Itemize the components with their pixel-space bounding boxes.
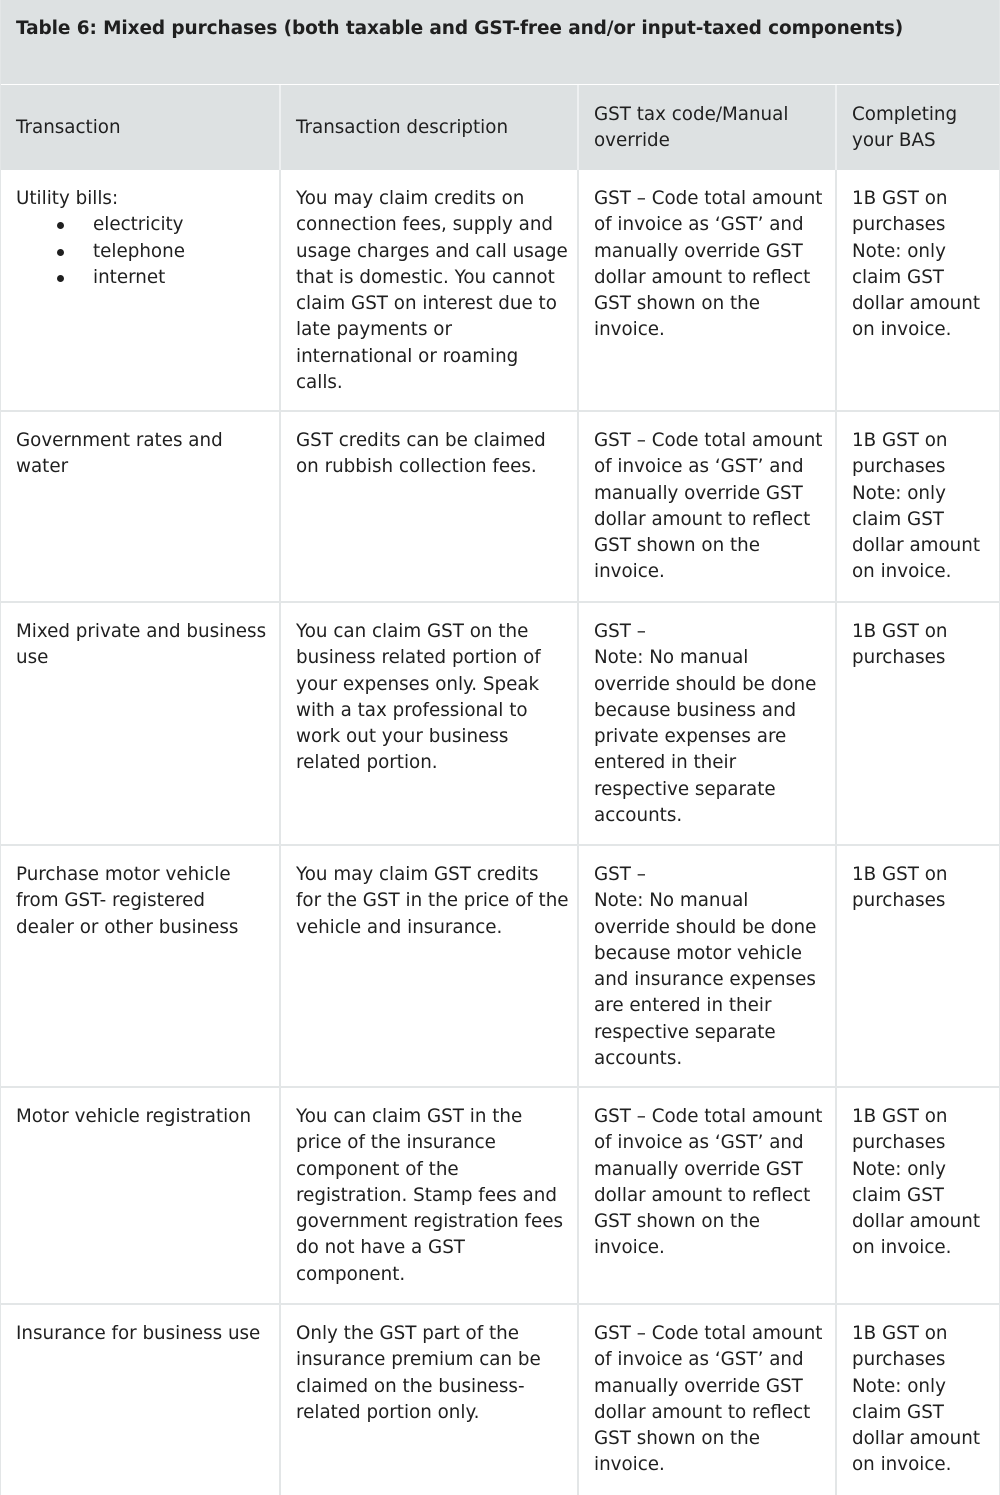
cell-text-line: manually override GST bbox=[594, 482, 803, 504]
cell-text-line: are entered in their bbox=[594, 995, 772, 1017]
cell-text-line: dollar amount bbox=[852, 535, 981, 557]
cell-text-line: claim GST bbox=[852, 508, 944, 530]
cell-text-line: accounts. bbox=[594, 1048, 683, 1070]
bullet-text: internet bbox=[93, 266, 166, 288]
cell-text-line: purchases bbox=[852, 647, 946, 669]
cell-text-line: insurance premium can be bbox=[296, 1349, 541, 1371]
cell-transaction bbox=[0, 846, 279, 1086]
cell-text-line: use bbox=[16, 647, 49, 669]
cell-text-line: respective separate bbox=[594, 1021, 776, 1043]
cell-text-line: claim GST bbox=[852, 1401, 944, 1423]
cell-completing-bas bbox=[835, 1305, 1000, 1495]
cell-description bbox=[279, 1305, 577, 1495]
cell-text-line: registration. Stamp fees and bbox=[296, 1184, 557, 1206]
cell-text-line: private expenses are bbox=[594, 726, 787, 748]
cell-text-line: GST shown on the bbox=[594, 293, 760, 315]
cell-text-line: that is domestic. You cannot bbox=[296, 266, 555, 288]
header-tax-code: GST tax code/Manual override bbox=[577, 85, 835, 170]
cell-tax-code bbox=[577, 1305, 835, 1495]
list-item bbox=[16, 239, 265, 265]
cell-text-line: from GST- registered bbox=[16, 890, 205, 912]
cell-text-line: purchases bbox=[852, 456, 946, 478]
table-row bbox=[0, 846, 1000, 1088]
cell-text-line: government registration fees bbox=[296, 1211, 563, 1233]
cell-text-line: calls. bbox=[296, 372, 343, 394]
table-row bbox=[0, 412, 1000, 603]
header-completing-bas: Completing your BAS bbox=[835, 85, 1000, 170]
cell-text-line: Insurance for business use bbox=[16, 1323, 261, 1344]
cell-text-line: 1B GST on bbox=[852, 188, 948, 209]
bullet-icon bbox=[57, 249, 64, 256]
cell-tax-code bbox=[577, 412, 835, 601]
table-header-row bbox=[0, 85, 1000, 170]
cell-text-line: of invoice as ‘GST’ and bbox=[594, 1349, 804, 1371]
cell-text-line: price of the insurance bbox=[296, 1132, 496, 1154]
cell-text-line: dollar amount to reflect bbox=[594, 1184, 811, 1206]
cell-text-line: claimed on the business- bbox=[296, 1375, 525, 1397]
cell-text-line: claim GST on interest due to bbox=[296, 293, 557, 315]
cell-text-line: 1B GST on bbox=[852, 1323, 948, 1344]
cell-description bbox=[279, 170, 577, 410]
cell-text-line: Only the GST part of the bbox=[296, 1323, 519, 1344]
cell-text-line: You can claim GST on the bbox=[296, 621, 529, 642]
cell-text-line: 1B GST on bbox=[852, 864, 948, 885]
cell-text-line: manually override GST bbox=[594, 1375, 803, 1397]
cell-text-line: dollar amount to reflect bbox=[594, 1401, 811, 1423]
cell-text-line: GST shown on the bbox=[594, 535, 760, 557]
cell-text-line: usage charges and call usage bbox=[296, 240, 568, 262]
cell-description bbox=[279, 412, 577, 601]
cell-text-line: invoice. bbox=[594, 1454, 665, 1476]
cell-text-line: on invoice. bbox=[852, 561, 952, 583]
cell-text-line: your expenses only. Speak bbox=[296, 673, 540, 695]
cell-text-line: international or roaming bbox=[296, 345, 519, 367]
cell-text-line: 1B GST on bbox=[852, 430, 948, 451]
cell-text-line: You may claim credits on bbox=[296, 188, 525, 209]
cell-text-line: GST credits can be claimed bbox=[296, 430, 546, 451]
cell-text-line: Note: only bbox=[852, 240, 946, 262]
list-item bbox=[16, 212, 265, 238]
cell-transaction bbox=[0, 170, 279, 410]
cell-text-line: dollar amount to reflect bbox=[594, 266, 811, 288]
cell-text-line: override should be done bbox=[594, 673, 817, 695]
table-row bbox=[0, 603, 1000, 846]
cell-text-line: You may claim GST credits bbox=[296, 864, 539, 885]
cell-text-line: Motor vehicle registration bbox=[16, 1106, 252, 1127]
table-title: Table 6: Mixed purchases (both taxable and GST-free and/or input-taxed components) bbox=[16, 18, 904, 39]
cell-text-line: GST – Code total amount bbox=[594, 188, 823, 209]
cell-text-line: purchases bbox=[852, 1349, 946, 1371]
cell-text-line: Purchase motor vehicle bbox=[16, 864, 231, 885]
cell-text-line: dollar amount bbox=[852, 293, 981, 315]
bullet-text: telephone bbox=[93, 240, 185, 262]
bullet-icon bbox=[57, 275, 64, 282]
cell-text-line: purchases bbox=[852, 890, 946, 912]
cell-text-line: claim GST bbox=[852, 266, 944, 288]
cell-text-line: vehicle and insurance. bbox=[296, 916, 503, 938]
cell-text-line: water bbox=[16, 456, 69, 478]
cell-text-line: on invoice. bbox=[852, 1454, 952, 1476]
cell-text-line: related portion. bbox=[296, 752, 438, 774]
cell-text-line: manually override GST bbox=[594, 1158, 803, 1180]
cell-text-line: Note: only bbox=[852, 1158, 946, 1180]
cell-text-line: dollar amount bbox=[852, 1428, 981, 1450]
cell-text-line: invoice. bbox=[594, 319, 665, 341]
table-row bbox=[0, 1088, 1000, 1305]
cell-transaction bbox=[0, 603, 279, 844]
cell-text-line: accounts. bbox=[594, 805, 683, 827]
cell-text-line: because business and bbox=[594, 699, 797, 721]
utility-bullet-list bbox=[16, 212, 265, 291]
cell-text-line: on invoice. bbox=[852, 319, 952, 341]
cell-tax-code bbox=[577, 846, 835, 1086]
header-transaction: Transaction bbox=[16, 117, 121, 138]
cell-text-line: Note: only bbox=[852, 482, 946, 504]
cell-text-line: claim GST bbox=[852, 1184, 944, 1206]
list-item bbox=[16, 265, 265, 291]
cell-tax-code bbox=[577, 170, 835, 410]
cell-text-line: and insurance expenses bbox=[594, 969, 816, 991]
cell-description bbox=[279, 603, 577, 844]
cell-text-line: manually override GST bbox=[594, 240, 803, 262]
table-row bbox=[0, 170, 1000, 412]
cell-text-line: GST – bbox=[594, 864, 646, 885]
cell-text-line: GST shown on the bbox=[594, 1428, 760, 1450]
cell-text-line: entered in their bbox=[594, 752, 737, 774]
bullet-icon bbox=[57, 222, 64, 229]
cell-text-line: do not have a GST bbox=[296, 1237, 465, 1259]
cell-text-line: late payments or bbox=[296, 319, 452, 341]
bullet-text: electricity bbox=[93, 214, 184, 236]
cell-text-line: connection fees, supply and bbox=[296, 214, 554, 236]
cell-text-line: respective separate bbox=[594, 778, 776, 800]
cell-completing-bas bbox=[835, 412, 1000, 601]
cell-text-line: invoice. bbox=[594, 1237, 665, 1259]
cell-transaction bbox=[0, 412, 279, 601]
cell-completing-bas bbox=[835, 170, 1000, 410]
cell-text-line: dealer or other business bbox=[16, 916, 239, 938]
table-title-bar bbox=[0, 0, 1000, 85]
cell-transaction bbox=[0, 1305, 279, 1495]
cell-text-line: GST – Code total amount bbox=[594, 1323, 823, 1344]
cell-text-line: purchases bbox=[852, 1132, 946, 1154]
cell-text-line: of invoice as ‘GST’ and bbox=[594, 214, 804, 236]
cell-text-line: 1B GST on bbox=[852, 1106, 948, 1127]
cell-completing-bas bbox=[835, 603, 1000, 844]
cell-text-line: override should be done bbox=[594, 916, 817, 938]
cell-tax-code bbox=[577, 1088, 835, 1303]
cell-text-line: GST – bbox=[594, 621, 646, 642]
cell-tax-code bbox=[577, 603, 835, 844]
cell-text-line: dollar amount to reflect bbox=[594, 508, 811, 530]
cell-text-line: business related portion of bbox=[296, 647, 541, 669]
cell-text-line: 1B GST on bbox=[852, 621, 948, 642]
cell-text-line: Government rates and bbox=[16, 430, 223, 451]
cell-text-line: Note: No manual bbox=[594, 647, 749, 669]
cell-completing-bas bbox=[835, 1088, 1000, 1303]
cell-text-line: dollar amount bbox=[852, 1211, 981, 1233]
cell-text-line: Note: only bbox=[852, 1375, 946, 1397]
cell-text-line: component of the bbox=[296, 1158, 459, 1180]
header-description: Transaction description bbox=[279, 85, 577, 170]
cell-text-line: of invoice as ‘GST’ and bbox=[594, 1132, 804, 1154]
cell-text-line: on rubbish collection fees. bbox=[296, 456, 537, 478]
cell-text-line: for the GST in the price of the bbox=[296, 890, 569, 912]
cell-text-line: Mixed private and business bbox=[16, 621, 267, 642]
cell-text-line: Utility bills: bbox=[16, 188, 119, 209]
cell-text-line: GST shown on the bbox=[594, 1211, 760, 1233]
cell-completing-bas bbox=[835, 846, 1000, 1086]
cell-text-line: GST – Code total amount bbox=[594, 430, 823, 451]
cell-text-line: GST – Code total amount bbox=[594, 1106, 823, 1127]
cell-text-line: work out your business bbox=[296, 726, 509, 748]
cell-text-line: You can claim GST in the bbox=[296, 1106, 523, 1127]
cell-text-line: of invoice as ‘GST’ and bbox=[594, 456, 804, 478]
cell-transaction bbox=[0, 1088, 279, 1303]
cell-description bbox=[279, 846, 577, 1086]
cell-text-line: component. bbox=[296, 1263, 406, 1285]
cell-description bbox=[279, 1088, 577, 1303]
cell-text-line: related portion only. bbox=[296, 1401, 480, 1423]
cell-text-line: with a tax professional to bbox=[296, 699, 528, 721]
cell-text-line: invoice. bbox=[594, 561, 665, 583]
cell-text-line: Note: No manual bbox=[594, 890, 749, 912]
cell-text-line: on invoice. bbox=[852, 1237, 952, 1259]
cell-text-line: purchases bbox=[852, 214, 946, 236]
table-row bbox=[0, 1305, 1000, 1495]
cell-text-line: because motor vehicle bbox=[594, 942, 803, 964]
